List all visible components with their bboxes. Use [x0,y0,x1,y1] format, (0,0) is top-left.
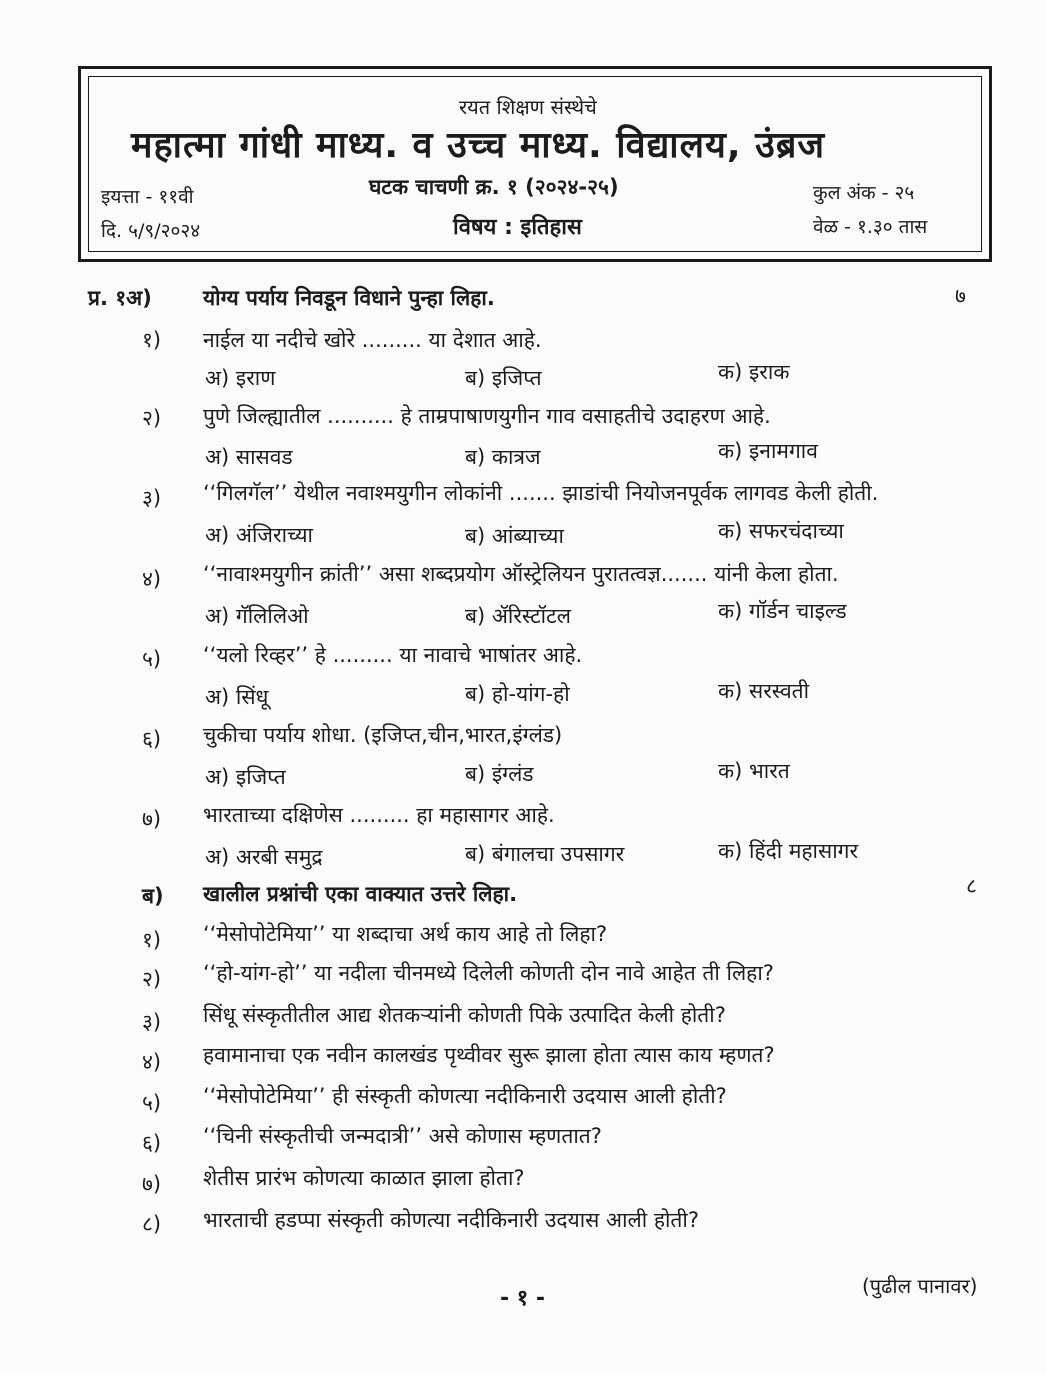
question-number: ३) [142,1010,162,1034]
question-number: ५) [142,647,162,671]
time-duration: वेळ - १.३० तास [813,216,928,238]
question-number: २) [142,967,162,991]
section-b-marks: ८ [966,874,977,898]
question-text: शेतीस प्रारंभ कोणत्या काळात झाला होता? [203,1166,525,1190]
page-number: - १ - [500,1286,546,1311]
option-c: क) भारत [718,759,790,783]
question-text: चुकीचा पर्याय शोधा. (इजिप्त,चीन,भारत,इंग्लंड) [203,723,563,747]
question-text: पुणे जिल्ह्यातील .......... हे ताम्रपाषाणयुगीन गाव वसाहतीचे उदाहरण आहे. [203,404,771,428]
question-text: हवामानाचा एक नवीन कालखंड पृथ्वीवर सुरू झाला होता त्यास काय म्हणत? [203,1043,775,1067]
question-text: ‘‘हो-यांग-हो’’ या नदीला चीनमध्ये दिलेली कोणती दोन नावे आहेत ती लिहा? [203,961,774,985]
question-number: ६) [142,1131,162,1155]
section-b-instruction: खालील प्रश्नांची एका वाक्यात उत्तरे लिहा. [203,882,518,906]
option-c: क) सरस्वती [718,679,810,703]
option-c: क) हिंदी महासागर [718,839,859,863]
question-text: सिंधू संस्कृतीतील आद्य शेतकऱ्यांनी कोणती पिके उत्पादित केली होती? [203,1003,726,1027]
header-inner-border [88,76,982,252]
date-label: दि. ५/९/२०२४ [101,220,201,242]
question-text: ‘‘मेसोपोटेमिया’’ या शब्दाचा अर्थ काय आहे तो लिहा? [203,922,608,946]
option-a: अ) सिंधू [205,685,269,709]
exam-header [78,66,992,262]
question-number: २) [142,406,162,430]
section-b-label: ब) [142,884,164,908]
option-a: अ) इराण [205,366,276,390]
question-number: ७) [142,807,162,831]
question-number: १) [142,328,162,352]
school-name: महात्मा गांधी माध्य. व उच्च माध्य. विद्यालय, उंब्रज [131,125,826,166]
question-text: ‘‘मेसोपोटेमिया’’ ही संस्कृती कोणत्या नदीकिनारी उदयास आली होती? [203,1084,727,1108]
question-number: ८) [142,1212,162,1236]
option-b: ब) इजिप्त [465,366,542,390]
question-number: ४) [142,1050,162,1074]
question-text: ‘‘यलो रिव्हर’’ हे ......... या नावाचे भाषांतर आहे. [203,643,583,667]
test-title: घटक चाचणी क्र. १ (२०२४-२५) [369,175,619,199]
option-b: ब) इंग्लंड [465,762,534,786]
question-text: ‘‘चिनी संस्कृतीची जन्मदात्री’’ असे कोणास म्हणतात? [203,1124,602,1148]
question-number: ७) [142,1172,162,1196]
option-a: अ) गॅलिलिओ [205,604,309,628]
question-number: ६) [142,727,162,751]
total-marks: कुल अंक - २५ [813,182,915,204]
subject-label: विषय : इतिहास [453,215,582,240]
question-text: नाईल या नदीचे खोरे ......... या देशात आहे. [203,328,542,352]
option-b: ब) कात्रज [465,445,541,469]
option-b: ब) बंगालचा उपसागर [465,842,625,866]
option-c: क) इनामगाव [718,439,818,463]
question-number: १) [142,928,162,952]
question-text: भारताच्या दक्षिणेस ......... हा महासागर आहे. [203,803,555,827]
option-c: क) इराक [718,360,790,384]
section-a-marks: ७ [955,284,966,308]
question-number: ५) [142,1091,162,1115]
class-label: इयत्ता - ११वी [101,186,194,208]
question-text: ‘‘नावाश्मयुगीन क्रांती’’ असा शब्दप्रयोग ऑस्ट्रेलियन पुरातत्वज्ञ....... यांनी केला होता. [203,562,839,586]
option-a: अ) इजिप्त [205,765,286,789]
option-a: अ) सासवड [205,445,293,469]
organization-name: रयत शिक्षण संस्थेचे [459,95,597,119]
question-text: भारताची हडप्पा संस्कृती कोणत्या नदीकिनारी उदयास आली होती? [203,1208,699,1232]
option-b: ब) हो-यांग-हो [465,682,570,706]
option-a: अ) अरबी समुद्र [205,845,323,869]
section-a-instruction: योग्य पर्याय निवडून विधाने पुन्हा लिहा. [203,286,495,310]
question-text: ‘‘गिलगॅल’’ येथील नवाश्मयुगीन लोकांनी ....... झाडांची नियोजनपूर्वक लागवड केली होती. [203,481,879,505]
section-a-label: प्र. १अ) [88,286,152,310]
question-number: ४) [142,567,162,591]
option-b: ब) आंब्याच्या [465,524,564,548]
option-c: क) गॉर्डन चाइल्ड [718,599,847,623]
option-c: क) सफरचंदाच्या [718,519,844,543]
option-a: अ) अंजिराच्या [205,523,313,547]
option-b: ब) ॲरिस्टॉटल [465,604,571,628]
continued-note: (पुढील पानावर) [862,1274,978,1298]
question-number: ३) [142,486,162,510]
